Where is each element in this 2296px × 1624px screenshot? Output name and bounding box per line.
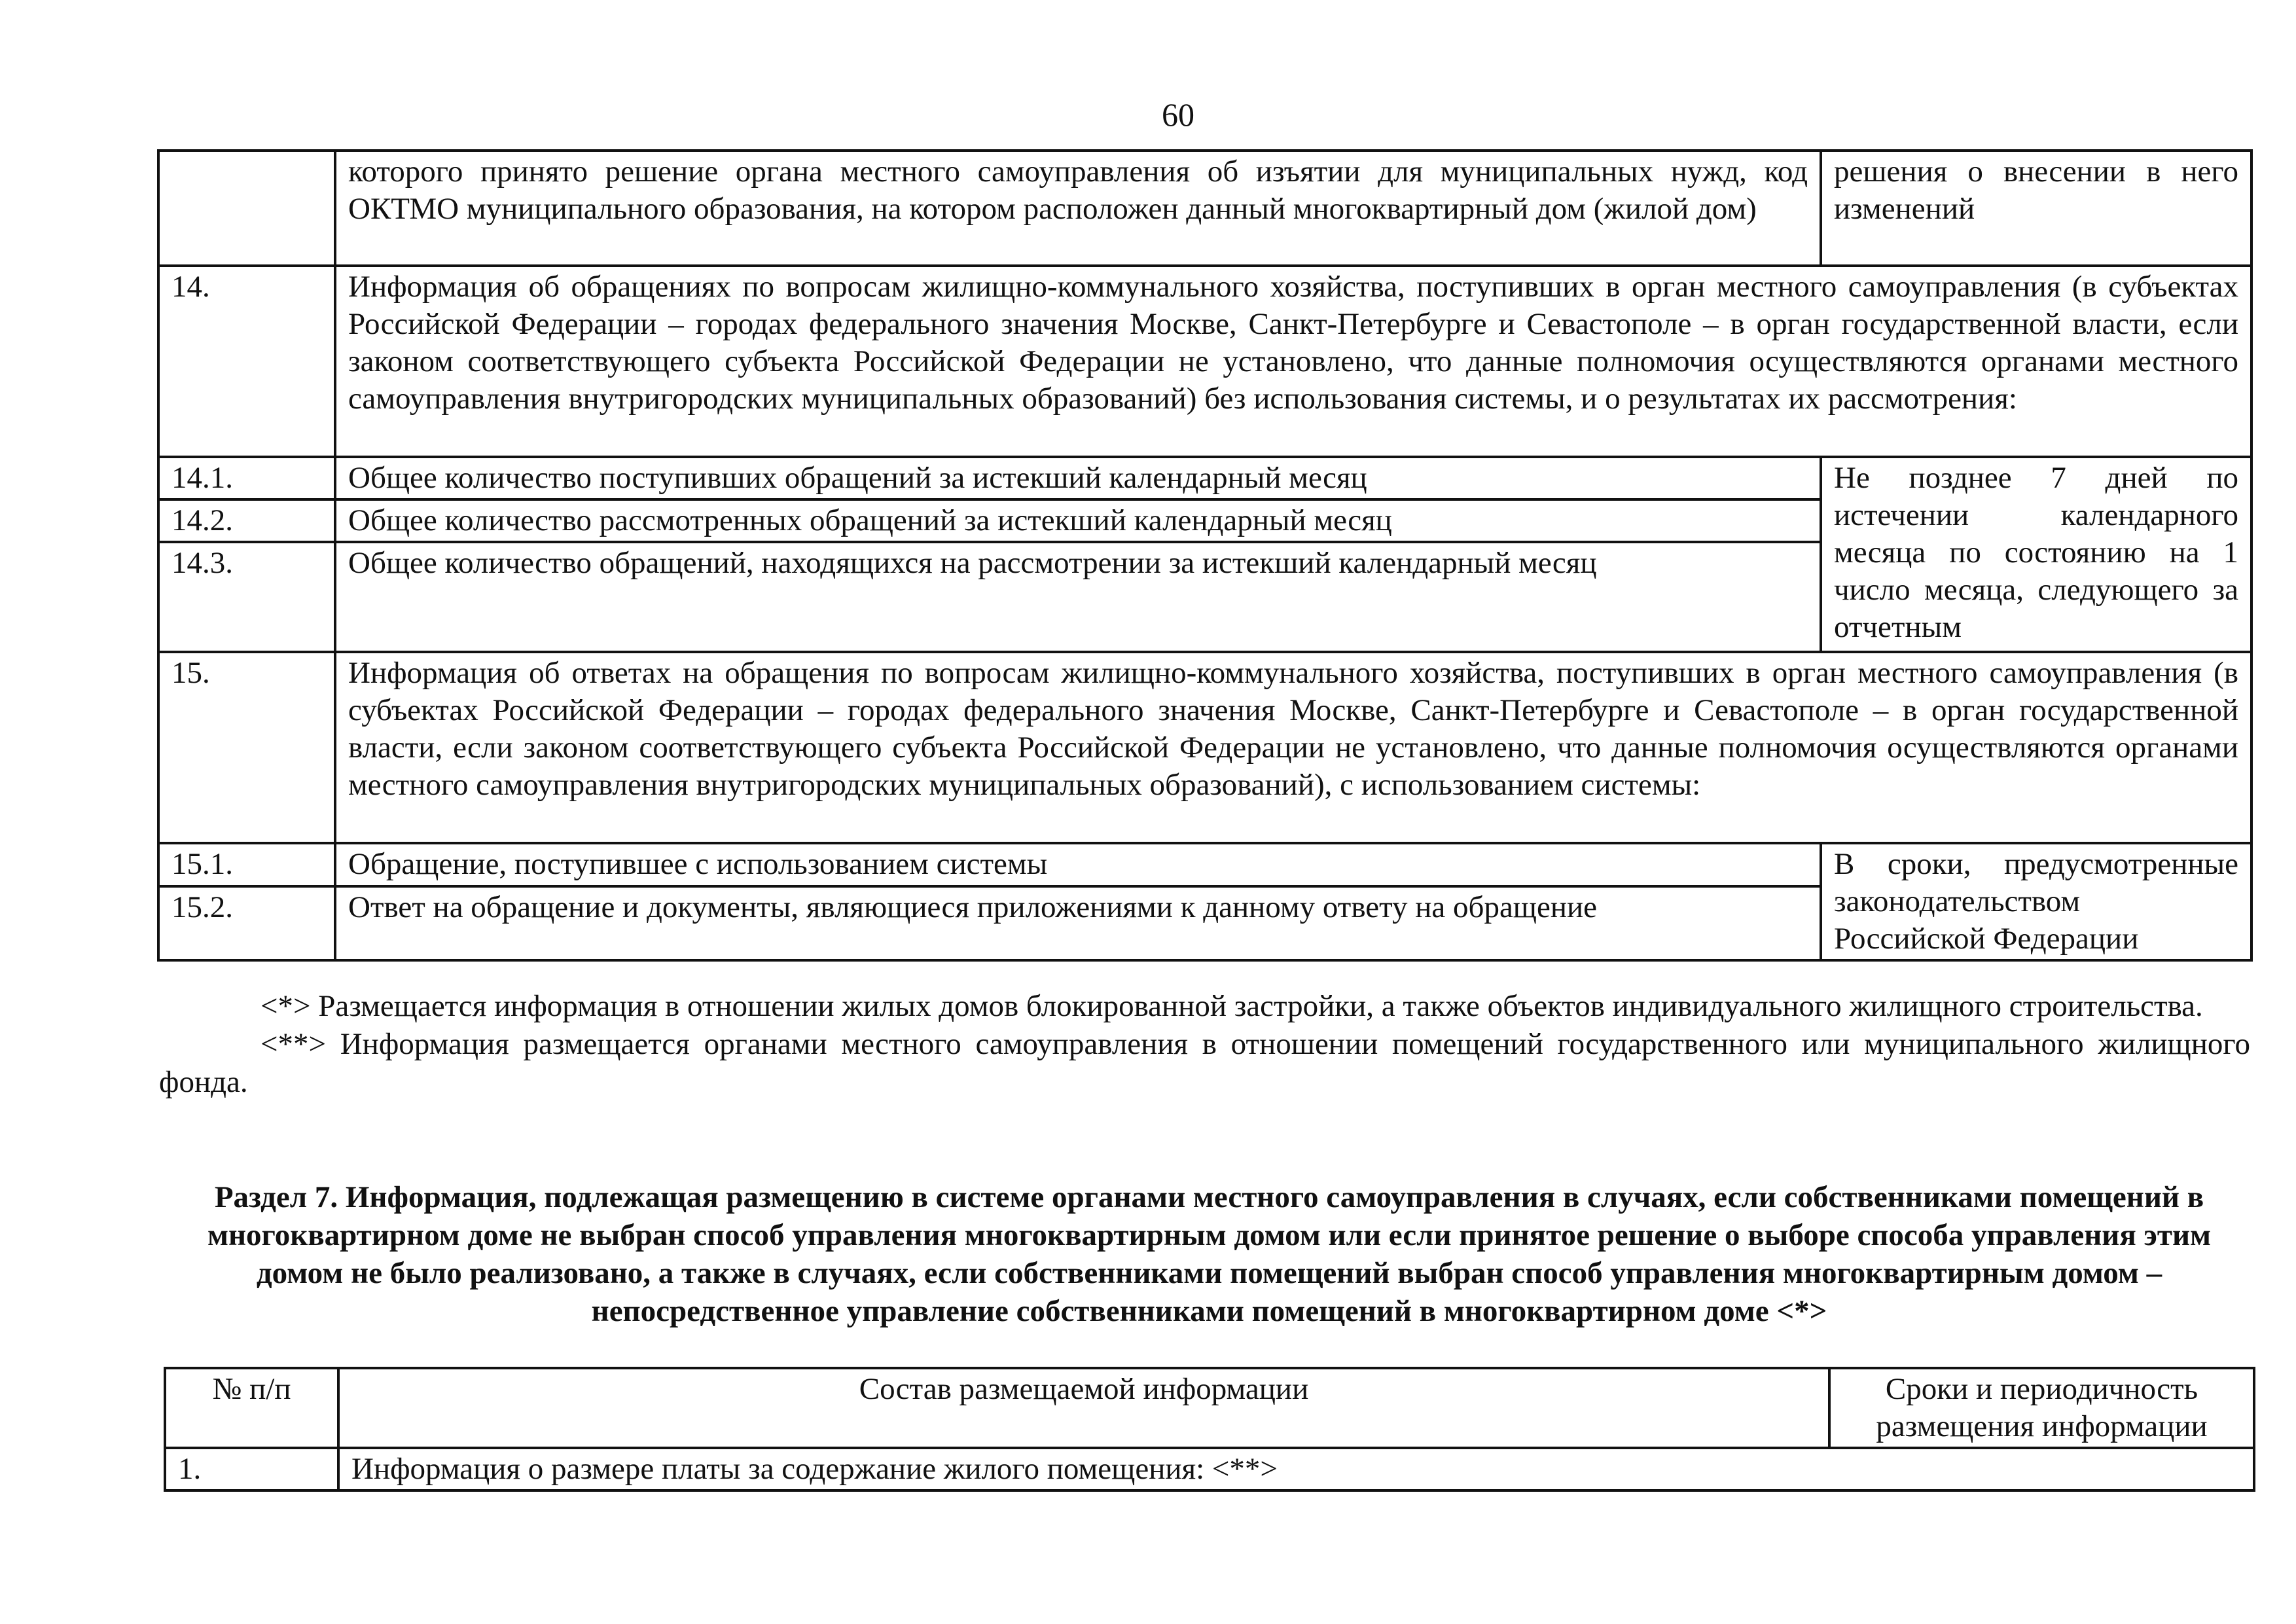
row-content: Информация об ответах на обращения по вопросам жилищно-коммунального хозяйства, поступивших в орган местного самоуправления (в субъектах Российской Федерации – городах федерального значения Москве, Санкт-Петербурге и Севастополе – в орган государственной власти, если законом соответствующего субъекта Российской Федерации не установлено, что данные полномочия осуществляются органами местного самоуправления внутригородских муниципальных образований), с использованием системы: [335,652,2251,843]
row-number: 15. [158,652,335,843]
row-content: Общее количество рассмотренных обращений за истекший календарный месяц [335,499,1821,542]
row-content: которого принято решение органа местного самоуправления об изъятии для муниципальных нужд, код ОКТМО муниципального образования, на котором расположен данный многоквартирный дом (жилой дом) [335,151,1821,266]
header-deadline: Сроки и периодичность размещения информации [1829,1368,2254,1448]
table-header-row [165,1368,2254,1448]
header-num: № п/п [165,1368,338,1448]
footnotes [159,987,2250,1101]
header-content: Состав размещаемой информации [338,1368,1829,1448]
deadline-group-14: Не позднее 7 дней по истечении календарного месяца по состоянию на 1 число месяца, следующего за отчетным [1821,457,2251,652]
row-number: 15.2. [158,886,335,960]
row-content: Информация об обращениях по вопросам жилищно-коммунального хозяйства, поступивших в орган местного самоуправления (в субъектах Российской Федерации – городах федерального значения Москве, Санкт-Петербурге и Севастополе – в орган государственной власти, если законом соответствующего субъекта Российской Федерации не установлено, что данные полномочия осуществляются органами местного самоуправления внутригородских муниципальных образований) без использования системы, и о результатах их рассмотрения: [335,266,2251,457]
table-row [158,266,2251,457]
row-content: Ответ на обращение и документы, являющиеся приложениями к данному ответу на обращение [335,886,1821,960]
row-number [158,151,335,266]
row-number: 1. [165,1448,338,1490]
page-number: 60 [1162,96,1194,133]
row-content: Общее количество обращений, находящихся на рассмотрении за истекший календарный месяц [335,542,1821,652]
row-number: 14.2. [158,499,335,542]
row-number: 14. [158,266,335,457]
row-number: 14.3. [158,542,335,652]
row-content: Информация о размере платы за содержание жилого помещения: <**> [338,1448,2254,1490]
table-row [158,151,2251,266]
table-row [158,652,2251,843]
table-row [158,843,2251,886]
footnote-1: <*> Размещается информация в отношении жилых домов блокированной застройки, а также объектов индивидуального жилищного строительства. [260,989,2203,1023]
row-number: 15.1. [158,843,335,886]
continued-info-table [157,149,2253,962]
row-number: 14.1. [158,457,335,499]
section-7-table [164,1367,2255,1492]
deadline-group-15: В сроки, предусмотренные законодательством Российской Федерации [1821,843,2251,960]
section-7-title: Раздел 7. Информация, подлежащая размещению в системе органами местного самоуправления в случаях, если собственниками помещений в многоквартирном доме не выбран способ управления многоквартирным домом или если принятое решение о выборе способа управления этим домом не было реализовано, а также в случаях, если собственниками помещений выбран способ управления многоквартирным домом – непосредственное управление собственниками помещений в многоквартирном доме <*> [207,1180,2212,1328]
row-content: Обращение, поступившее с использованием системы [335,843,1821,886]
table-row [165,1448,2254,1490]
row-content: Общее количество поступивших обращений за истекший календарный месяц [335,457,1821,499]
footnote-2: <**> Информация размещается органами местного самоуправления в отношении помещений государственного или муниципального жилищного фонда. [159,1027,2250,1099]
row-deadline: решения о внесении в него изменений [1821,151,2251,266]
table-row [158,457,2251,499]
